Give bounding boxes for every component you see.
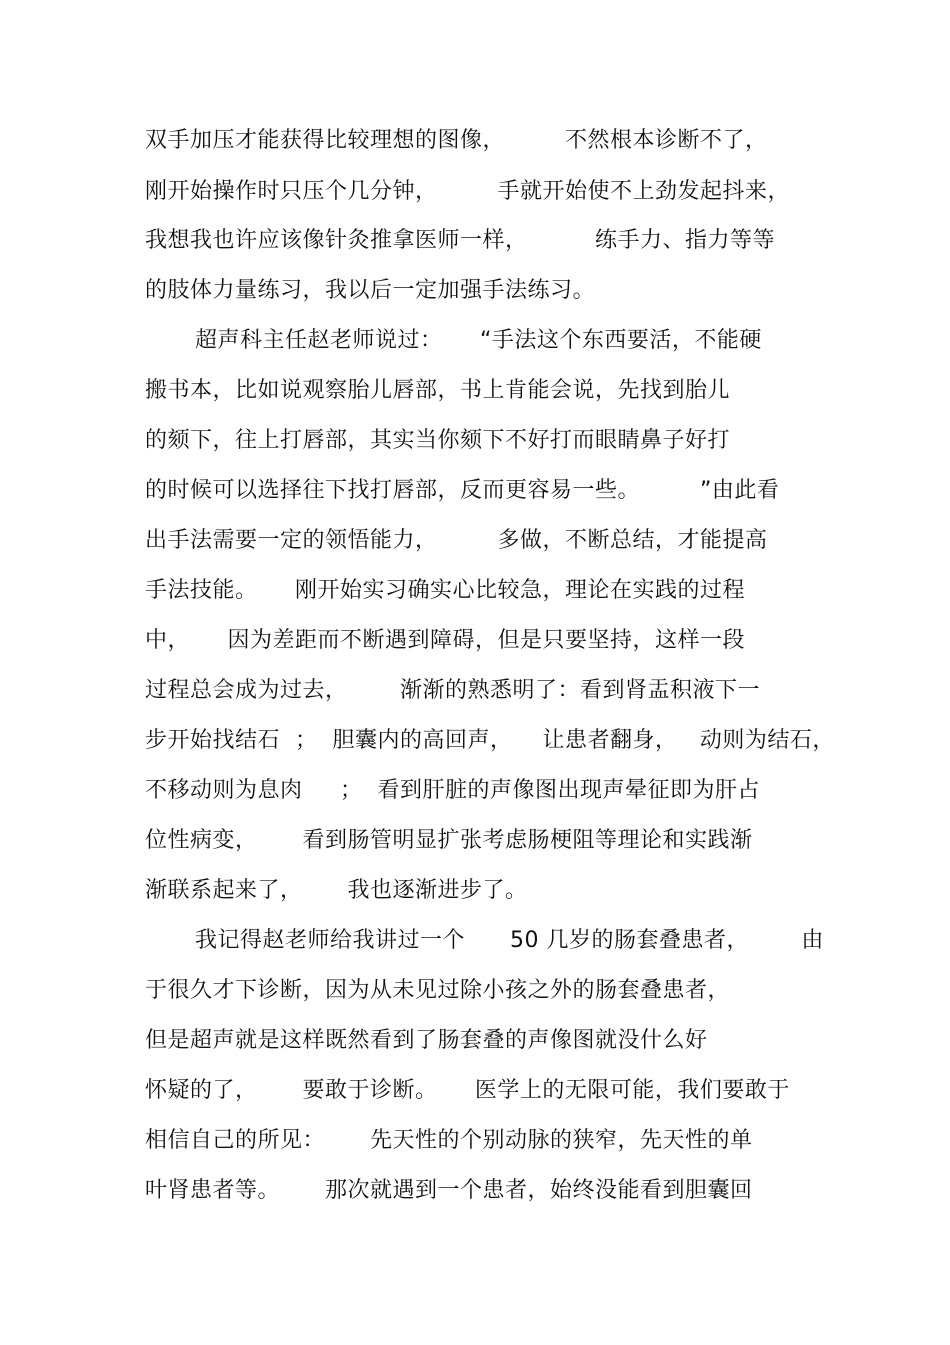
paragraph-first-line: 我记得赵老师给我讲过一个 50 几岁的肠套叠患者， 由 [195, 928, 824, 953]
text-line: 过程总会成为过去， 渐渐的熟悉明了：看到肾盂积液下一 [145, 678, 760, 703]
text-line: 手法技能。 刚开始实习确实心比较急，理论在实践的过程 [145, 578, 745, 603]
text-line: 的颏下，往上打唇部，其实当你颏下不好打而眼睛鼻子好打 [145, 428, 731, 453]
text-line: 不移动则为息肉 ； 看到肝脏的声像图出现声晕征即为肝占 [145, 778, 760, 803]
text-line: 刚开始操作时只压个几分钟， 手就开始使不上劲发起抖来， [145, 179, 790, 204]
text-line: 双手加压才能获得比较理想的图像， 不然根本诊断不了， [145, 128, 768, 153]
text-line: 怀疑的了， 要敢于诊断。 医学上的无限可能，我们要敢于 [145, 1078, 790, 1103]
text-line: 叶肾患者等。 那次就遇到一个患者，始终没能看到胆囊回 [145, 1178, 753, 1203]
text-line: 的肢体力量练习，我以后一定加强手法练习。 [145, 278, 596, 303]
text-line: 相信自己的所见： 先天性的个别动脉的狭窄，先天性的单 [145, 1128, 753, 1153]
text-line: 步开始找结石 ； 胆囊内的高回声， 让患者翻身， 动则为结石， [145, 728, 835, 753]
text-line: 中， 因为差距而不断遇到障碍，但是只要坚持，这样一段 [145, 628, 745, 653]
text-line: 但是超声就是这样既然看到了肠套叠的声像图就没什么好 [145, 1028, 708, 1053]
text-line: 我想我也许应该像针灸推拿医师一样， 练手力、指力等等 [145, 228, 775, 253]
text-line: 位性病变， 看到肠管明显扩张考虑肠梗阻等理论和实践渐 [145, 828, 753, 853]
text-line: 搬书本，比如说观察胎儿唇部，书上肯能会说，先找到胎儿 [145, 378, 731, 403]
text-line: 渐联系起来了， 我也逐渐进步了。 [145, 878, 528, 903]
text-line: 出手法需要一定的领悟能力， 多做，不断总结，才能提高 [145, 528, 768, 553]
paragraph-first-line: 超声科主任赵老师说过： “手法这个东西要活，不能硬 [195, 328, 762, 353]
text-line: 于很久才下诊断，因为从未见过除小孩之外的肠套叠患者， [145, 978, 731, 1003]
text-line: 的时候可以选择往下找打唇部，反而更容易一些。 ”由此看 [145, 478, 780, 503]
